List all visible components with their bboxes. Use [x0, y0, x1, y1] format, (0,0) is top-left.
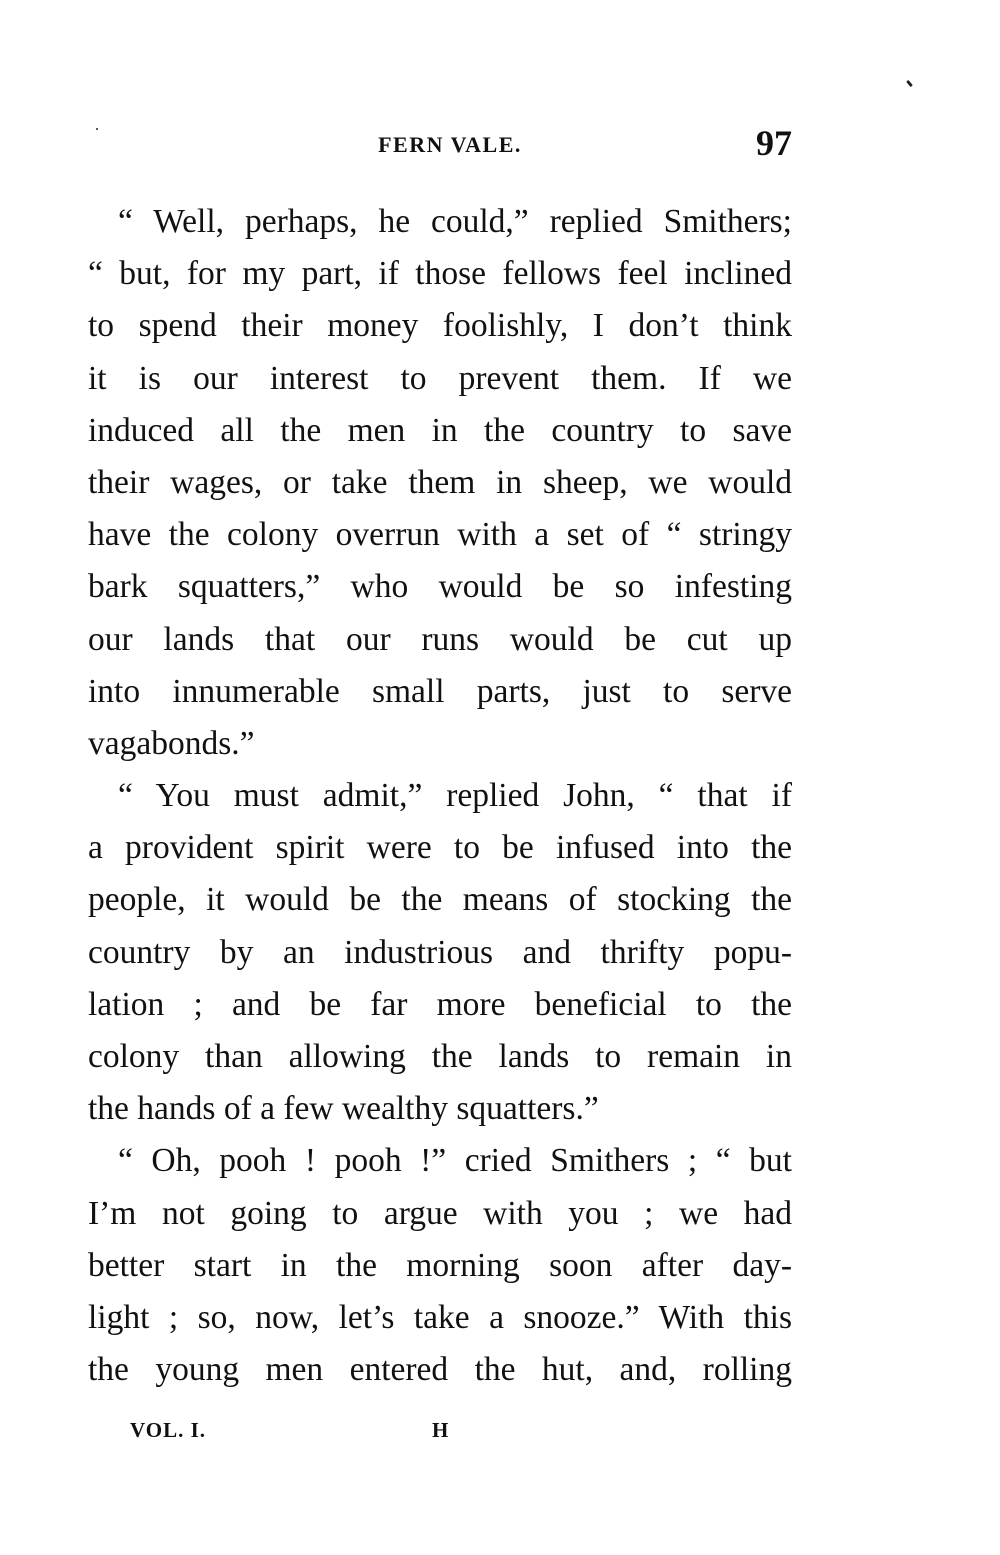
text-line: lation ; and be far more beneficial to the	[88, 985, 792, 1023]
text-line: people, it would be the means of stocking the	[88, 881, 792, 919]
text-line: I’m not going to argue with you ; we had	[88, 1194, 792, 1232]
text-line: their wages, or take them in sheep, we would	[88, 463, 792, 501]
volume-label: VOL. I.	[130, 1418, 207, 1442]
text-line: country by an industrious and thrifty popu-	[88, 933, 792, 971]
text-line: our lands that our runs would be cut up	[88, 620, 792, 658]
text-line: “ Oh, pooh ! pooh !” cried Smithers ; “ but	[118, 1142, 792, 1180]
body-text	[88, 196, 792, 1396]
text-line: it is our interest to prevent them. If we	[88, 359, 792, 397]
running-head	[88, 118, 792, 168]
text-line: “ but, for my part, if those fellows feel inclined	[88, 255, 792, 293]
text-line: the hands of a few wealthy squatters.”	[88, 1090, 599, 1128]
text-line: to spend their money foolishly, I don’t think	[88, 307, 792, 345]
page-footer	[130, 1418, 530, 1448]
signature-mark: H	[432, 1418, 450, 1442]
text-line: light ; so, now, let’s take a snooze.” With this	[88, 1298, 792, 1336]
text-line: into innumerable small parts, just to serve	[88, 672, 792, 710]
text-line: bark squatters,” who would be so infesting	[88, 568, 792, 606]
page-number: 97	[756, 123, 792, 163]
text-line: the young men entered the hut, and, rolling	[88, 1351, 792, 1389]
running-title: FERN VALE.	[378, 132, 522, 157]
text-line: induced all the men in the country to save	[88, 411, 792, 449]
print-speck	[906, 80, 913, 87]
text-line: “ You must admit,” replied John, “ that if	[118, 777, 792, 815]
text-line: a provident spirit were to be infused into the	[88, 829, 792, 867]
text-line: colony than allowing the lands to remain in	[88, 1038, 792, 1075]
text-line: have the colony overrun with a set of “ stringy	[88, 516, 792, 554]
text-line: “ Well, perhaps, he could,” replied Smithers;	[118, 203, 792, 240]
text-line: better start in the morning soon after day-	[88, 1246, 792, 1284]
text-line: vagabonds.”	[88, 724, 255, 762]
